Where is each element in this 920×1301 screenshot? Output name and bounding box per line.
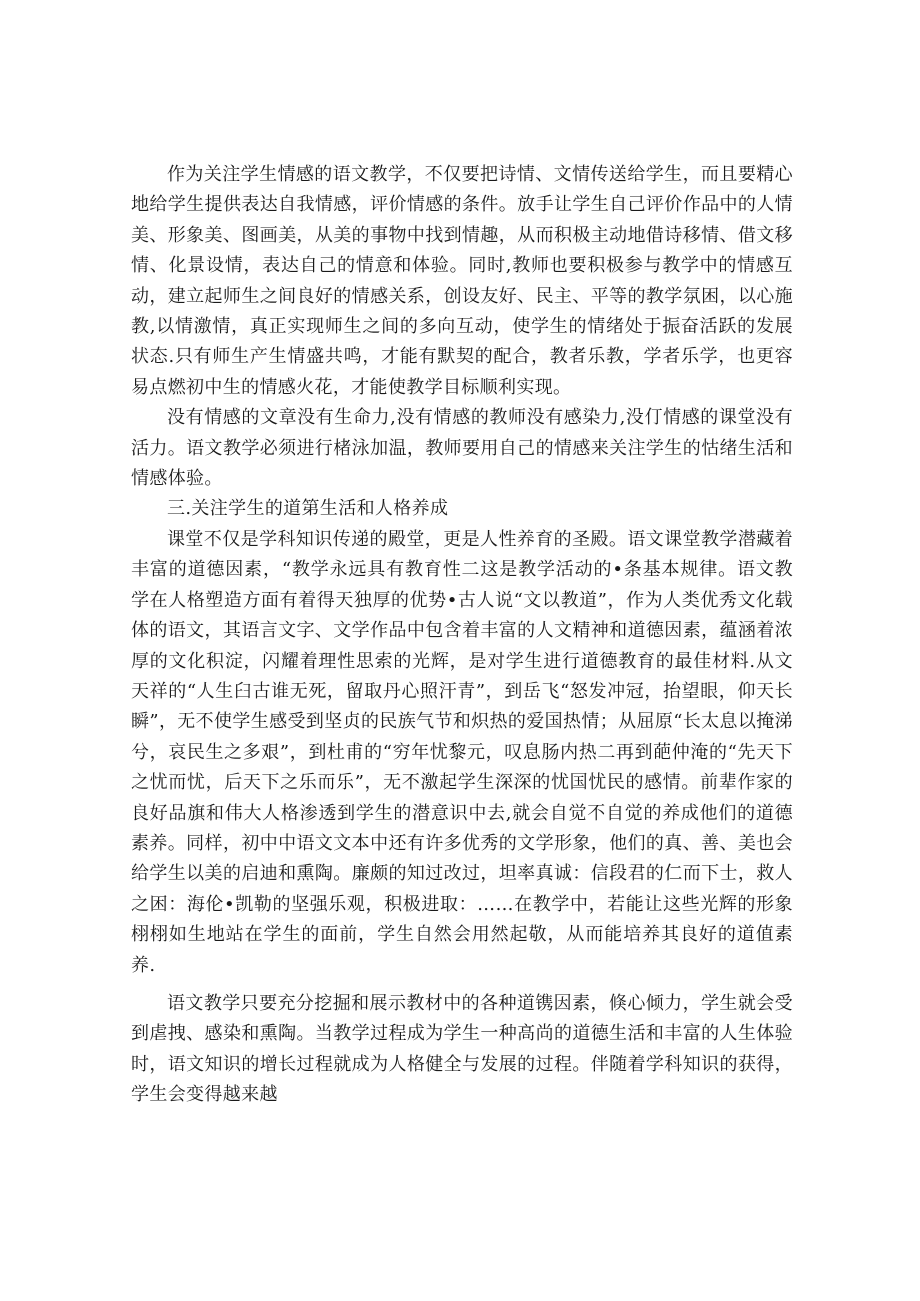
paragraph-moral-education: 课堂不仅是学科知识传递的殿堂，更是人性养育的圣殿。语文课堂教学潜藏着丰富的道德因素，“教学永远具有教育性二这是教学活动的•条基本规律。语文教学在人格塑造方面有着得天独厚的优势•古人说“文以教道”，作为人类优秀文化载体的语文，其语言文字、文学作品中包含着丰富的人文精神和道德因素，蕴涵着浓厚的文化积淀，闪耀着理性思索的光辉，是对学生进行道德教育的最佳材料.从文天祥的“人生臼古谁无死，留取丹心照汗青”，到岳飞“怒发冲冠，抬望眼，仰天长瞬”，无不使学生感受到坚贞的民族气节和炽热的爱国热情；从屈原“长太息以掩涕兮，哀民生之多艰”，到杜甫的“穷年忧黎元，叹息肠内热二再到葩仲淹的“先天下之忧而忧，后天下之乐而乐”，无不激起学生深深的忧国忧民的感情。前辈作家的良好品旗和伟大人格渗透到学生的潜意识中去,就会自觉不自觉的养成他们的道德素养。同样，初中中语文文本中还有许多优秀的文学形象，他们的真、善、美也会给学生以美的启迪和熏陶。廉颇的知过改过，坦率真诚：信段君的仁而下士，救人之困：海伦•凯勒的坚强乐观，积极进取：……在教学中，若能让这些光辉的形象栩栩如生地站在学生的面前，学生自然会用然起敬，从而能培养其良好的道值素养. [131, 528, 793, 976]
paragraph-emotion-classroom: 没有情感的文章没有生命力,没有情感的教师没有感染力,没仃情感的课堂没有活力。语文教学必须进行楮泳加温，教师要用自己的情感来关注学生的怙绪生活和情感体验。 [131, 407, 793, 490]
paragraph-emotion-teaching: 作为关注学生情感的语文教学，不仅要把诗情、文情传送给学生，而且要精心地给学生提供表达自我情感，评价情感的条件。放手让学生自己评价作品中的人情美、形象美、图画美，从美的事物中找到情趣，从而积极主动地借诗移情、借文移情、化景设情，表达自己的情意和体验。同时,教师也要积极参与教学中的情感互动，建立起师生之间良好的情感关系，创设友好、民主、平等的教学氛困，以心施教,以情激情，真正实现师生之间的多向互动，使学生的情绪处于振奋活跃的发展状态.只有师生产生情盛共鸣，才能有默契的配合，教者乐教，学者乐学，也更容易点燃初中生的情感火花，才能使教学目标顺利实现。 [131, 164, 793, 398]
paragraph-moral-factors: 语文教学只要充分挖掘和展示教材中的各种道镌因素，倏心倾力，学生就会受到虐拽、感染和熏陶。当教学过程成为学生一种高尚的道德生活和丰富的人生体验时，语文知识的增长过程就成为人格健全与发展的过程。伴随着学科知识的获得，学生会变得越来越 [131, 992, 793, 1106]
document-body [131, 160, 793, 1111]
section-heading: 三.关注学生的道第生活和人格养成 [167, 498, 449, 520]
